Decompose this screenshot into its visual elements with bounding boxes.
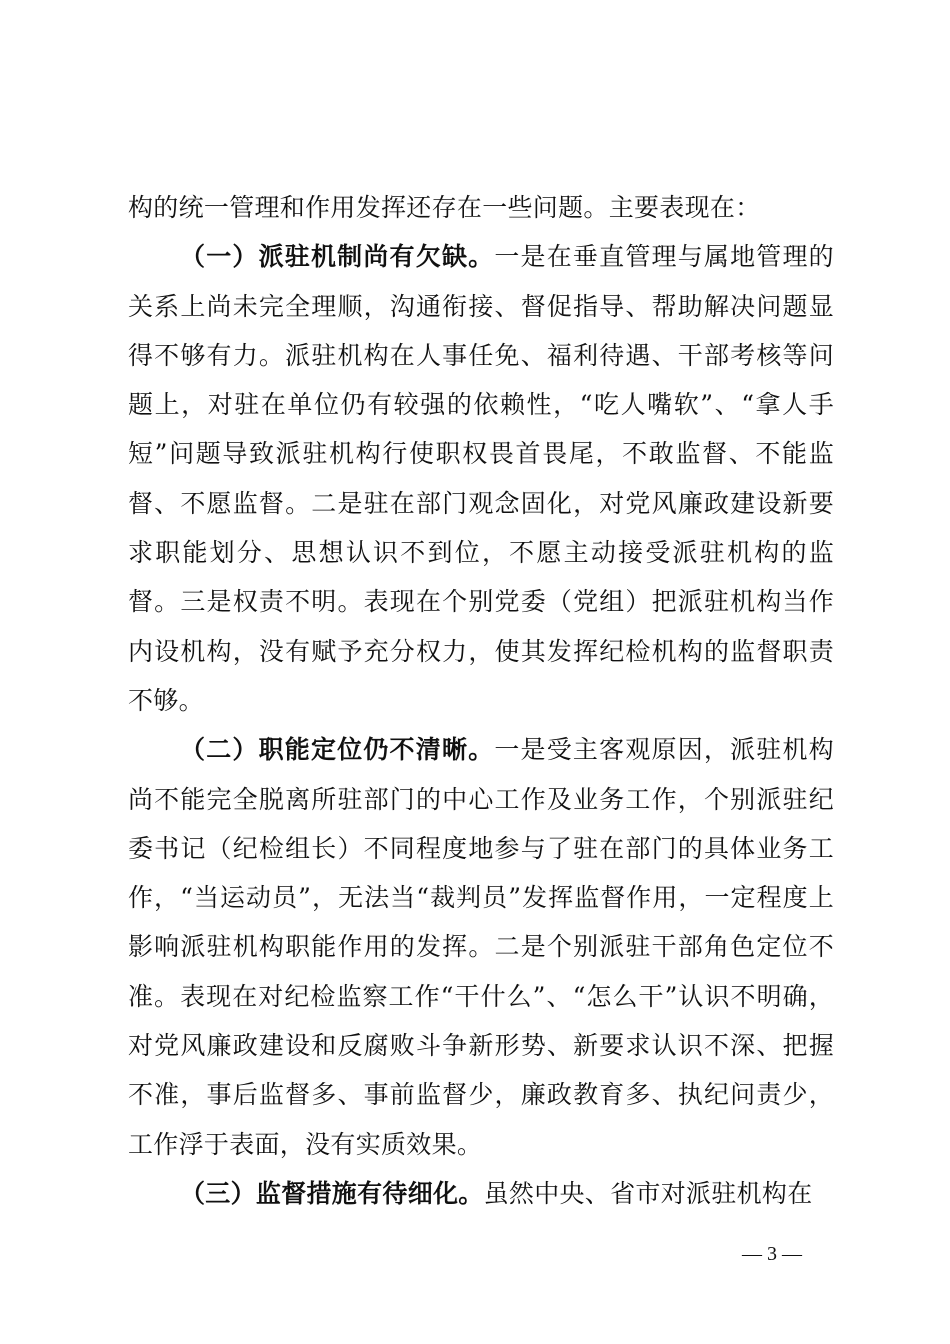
section-2-heading: （二）职能定位仍不清晰。 (180, 735, 495, 765)
paragraph-intro-text: 构的统一管理和作用发挥还存在一些问题。主要表现在： (128, 193, 761, 222)
paragraph-section-1 (128, 232, 834, 725)
section-3-text: 虽然中央、省市对派驻机构在 (483, 1178, 813, 1208)
page-footer (0, 1238, 950, 1269)
section-3-heading: （三）监督措施有待细化。 (180, 1178, 484, 1208)
section-1-heading: （一）派驻机制尚有欠缺。 (180, 242, 495, 272)
page-number: — 3 — (742, 1243, 802, 1265)
section-1-text: 一是在垂直管理与属地管理的关系上尚未完全理顺，沟通衔接、督促指导、帮助解决问题显得不够有力。派驻机构在人事任免、福利待遇、干部考核等问题上，对驻在单位仍有较强的依赖性，“吃人嘴软”、“拿人手短”问题导致派驻机构行使职权畏首畏尾，不敢监督、不能监督、不愿监督。二是驻在部门观念固化，对党风廉政建设新要求职能划分、思想认识不到位，不愿主动接受派驻机构的监督。三是权责不明。表现在个别党委（党组）把派驻机构当作内设机构，没有赋予充分权力，使其发挥纪检机构的监督职责不够。 (128, 242, 834, 715)
body-text (128, 183, 834, 1218)
paragraph-intro (128, 183, 834, 232)
paragraph-section-2 (128, 725, 834, 1169)
paragraph-section-3 (128, 1169, 834, 1218)
section-2-text: 一是受主客观原因，派驻机构尚不能完全脱离所驻部门的中心工作及业务工作，个别派驻纪委书记（纪检组长）不同程度地参与了驻在部门的具体业务工作，“当运动员”，无法当“裁判员”发挥监督作用，一定程度上影响派驻机构职能作用的发挥。二是个别派驻干部角色定位不准。表现在对纪检监察工作“干什么”、“怎么干”认识不明确，对党风廉政建设和反腐败斗争新形势、新要求认识不深、把握不准，事后监督多、事前监督少，廉政教育多、执纪问责少，工作浮于表面，没有实质效果。 (128, 735, 834, 1159)
